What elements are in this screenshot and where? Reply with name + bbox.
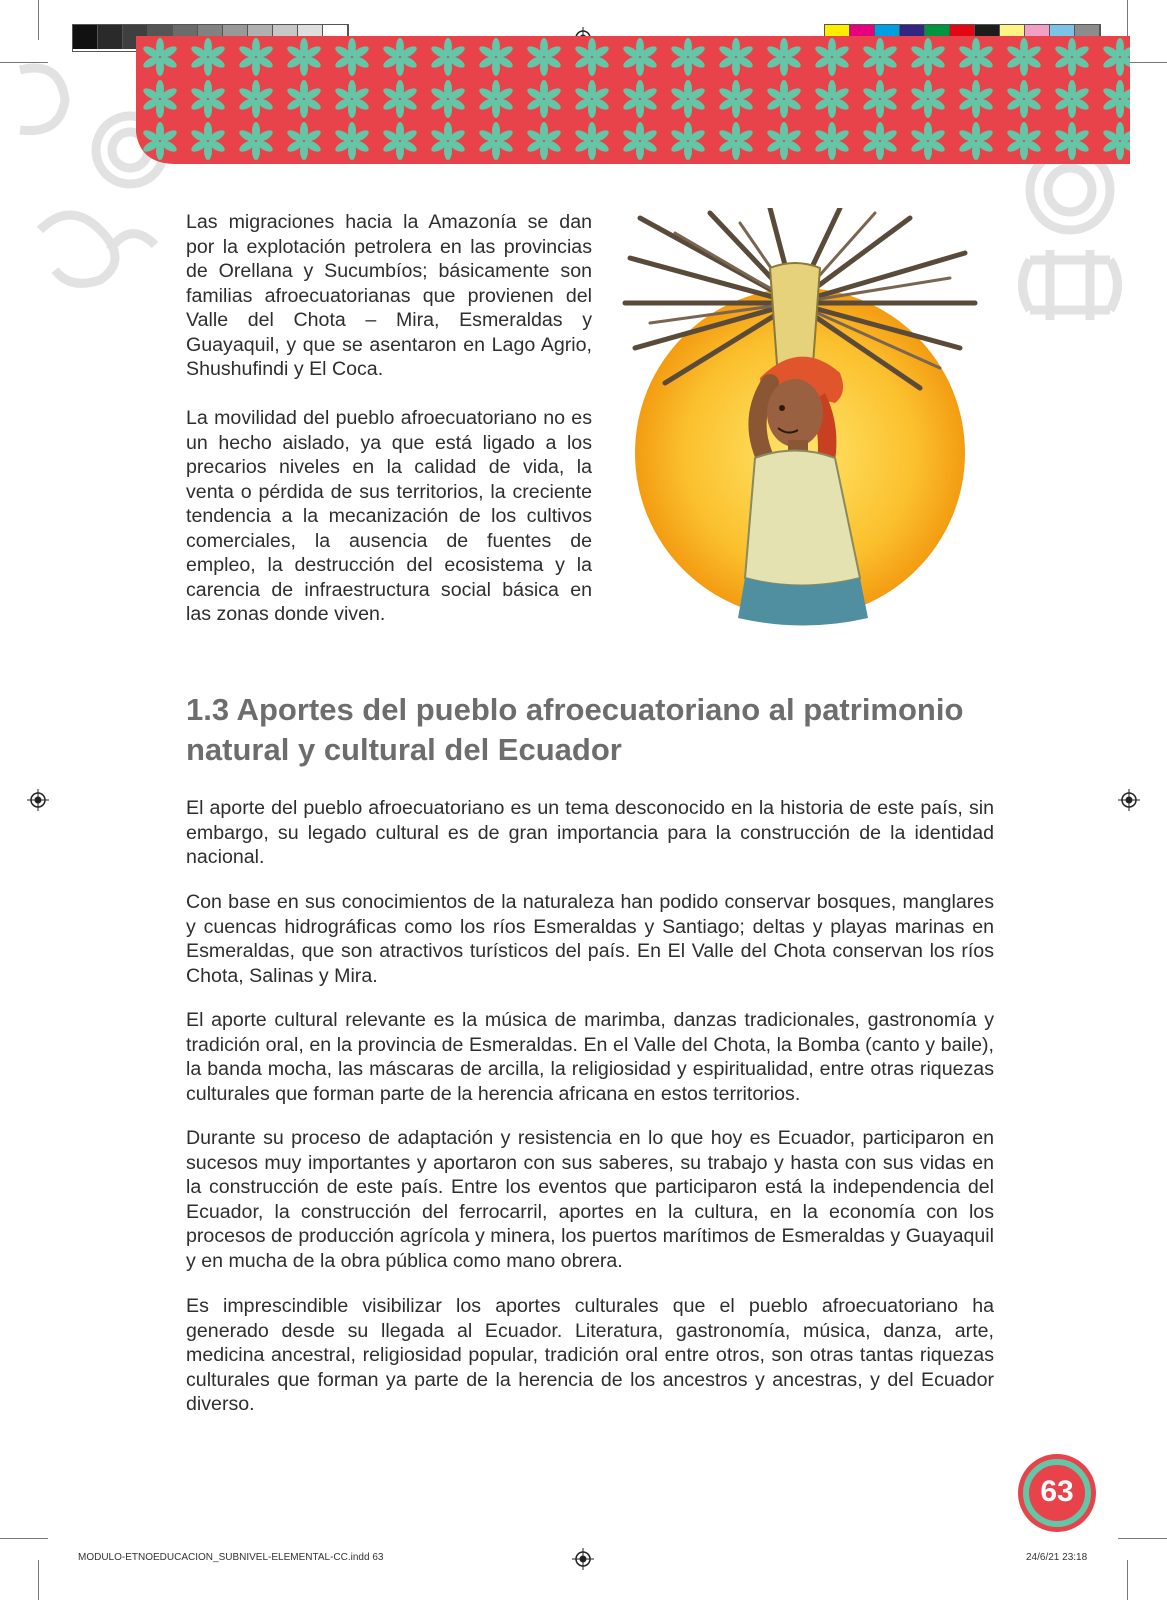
registration-mark-icon: [27, 789, 49, 811]
registration-mark-icon: [1118, 789, 1140, 811]
intro-paragraph: Las migraciones hacia la Amazonía se dan por la explotación petrolera en las provincias de Orellana y Sucumbíos; básicamente son familias afroecuatorianas que provienen del Valle del Chota – Mira, Esmeraldas y Guayaquil, y que se asentaron en Lago Agrio, Shushufindi y El Coca.: [186, 211, 592, 380]
footer-datetime: 24/6/21 23:18: [1026, 1552, 1088, 1563]
section-paragraph: Durante su proceso de adaptación y resistencia en lo que hoy es Ecuador, participaron en sucesos muy importantes y aportaron con sus saberes, su trabajo y hasta con sus vidas en la construcción de este país. Entre los eventos que participaron está la independencia del Ecuador, la construcción del ferrocarril, aportes en la cultura, en la economía con los procesos de producción agrícola y minera, los puertos marítimos de Esmeraldas y Guayaquil y en mucha de la obra pública como mano obrera.: [186, 1127, 994, 1272]
woman-carrying-firewood-illustration: [620, 208, 990, 628]
intro-paragraph: La movilidad del pueblo afroecuatoriano no es un hecho aislado, ya que está ligado a los precarios niveles en la calidad de vida, la venta o pérdida de sus territorios, la creciente tendencia a la mecanización de los cultivos comerciales, la ausencia de fuentes de empleo, la destrucción del ecosistema y la carencia de infraestructura social básica en las zonas donde viven.: [186, 407, 592, 625]
decorative-banner: [136, 36, 1130, 164]
section-paragraph: El aporte del pueblo afroecuatoriano es un tema desconocido en la historia de este país, sin embargo, su legado cultural es de gran importancia para la construcción de la identidad nacional.: [186, 797, 994, 868]
section-paragraph: Con base en sus conocimientos de la naturaleza han podido conservar bosques, manglares y cuencas hidrográficas como los ríos Esmeraldas y Santiago; deltas y playas marinas en Esmeraldas, que son atractivos turísticos del país. En El Valle del Chota conservan los ríos Chota, Salinas y Mira.: [186, 891, 994, 987]
crop-mark: [38, 1560, 39, 1600]
section-paragraph: El aporte cultural relevante es la música de marimba, danzas tradicionales, gastronomía y tradición oral, en la provincia de Esmeraldas. En el Valle del Chota, la Bomba (canto y baile), la banda mocha, las máscaras de arcilla, la religiosidad y espiritualidad, entre otras riquezas culturales que forman parte de la herencia africana en estos territorios.: [186, 1009, 994, 1105]
section-paragraph: Es imprescindible visibilizar los aportes culturales que el pueblo afroecuatoriano ha generado desde su llegada al Ecuador. Literatura, gastronomía, música, danza, arte, medicina ancestral, religiosidad popular, tradición oral entre otros, son otras tantas riquezas culturales que forman ya parte de la herencia de los ancestros y ancestras, y del Ecuador diverso.: [186, 1295, 994, 1415]
registration-mark-icon: [572, 1548, 594, 1570]
crop-mark: [1127, 1560, 1128, 1600]
footer-file-name: MODULO-ETNOEDUCACION_SUBNIVEL-ELEMENTAL-CC.indd 63: [78, 1552, 384, 1563]
crop-mark: [1118, 1538, 1167, 1539]
crop-mark: [38, 0, 39, 40]
page-number: 63: [1040, 1475, 1074, 1508]
decorative-ornament-right: [1000, 150, 1140, 350]
section-title: 1.3 Aportes del pueblo afroecuatoriano al patrimonio natural y cultural del Ecuador: [186, 692, 964, 767]
crop-mark: [0, 1538, 48, 1539]
crop-mark: [1127, 0, 1128, 40]
